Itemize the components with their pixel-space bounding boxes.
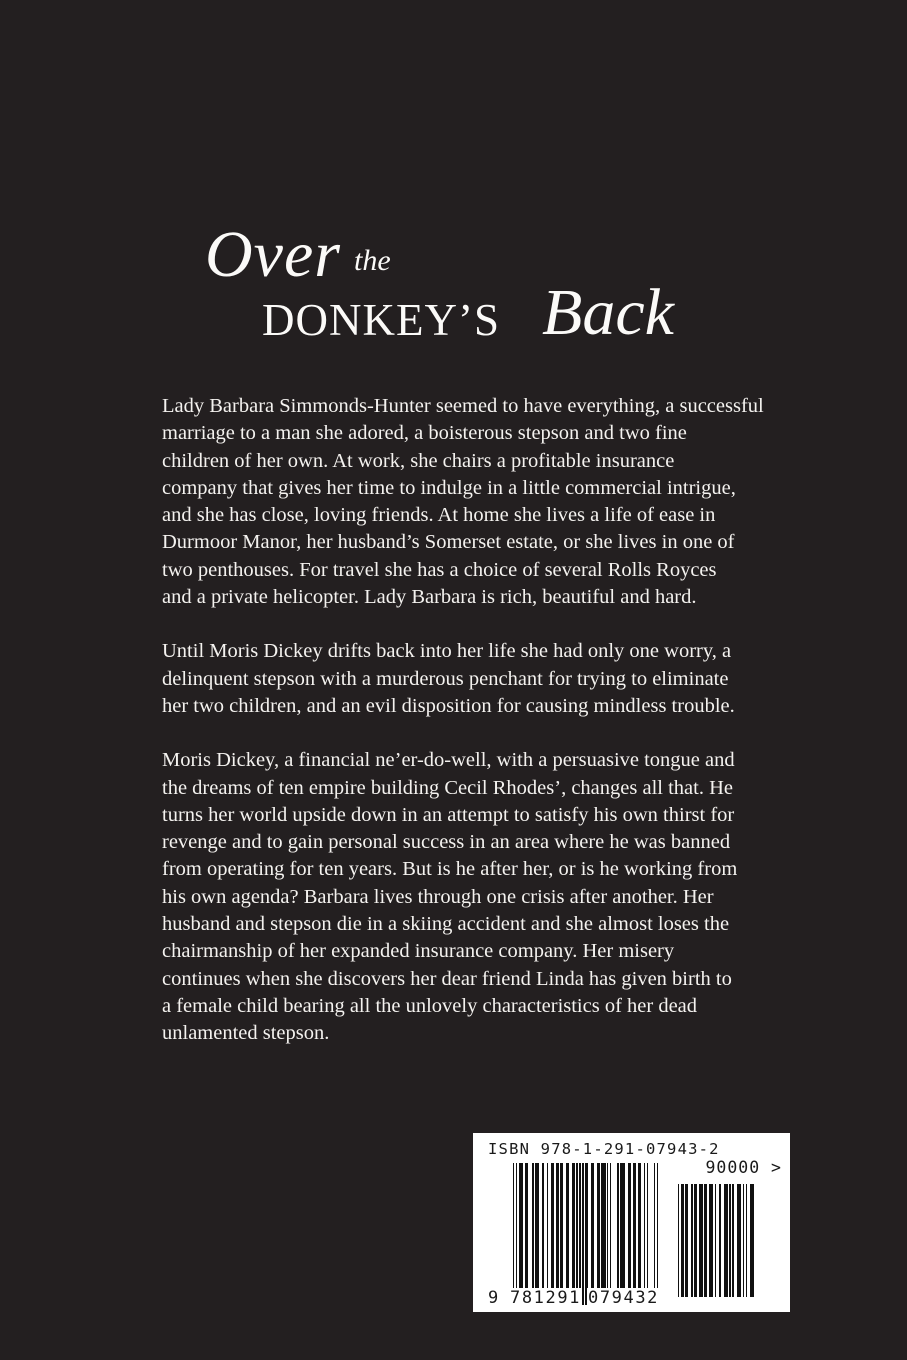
- title-back: Back: [542, 276, 674, 349]
- blurb-paragraph-3: [162, 747, 802, 1047]
- blurb-paragraph-2: [162, 638, 802, 720]
- isbn-label: ISBN 978-1-291-07943-2: [488, 1140, 720, 1158]
- barcode-addon-bars: [678, 1184, 754, 1297]
- blurb-line: Moris Dickey, a financial ne’er-do-well, with a persuasive tongue and: [162, 749, 735, 772]
- blurb-line: the dreams of ten empire building Cecil Rhodes’, changes all that. He: [162, 776, 733, 799]
- barcode-digits-right: 079432: [588, 1288, 660, 1308]
- isbn-barcode: [473, 1133, 790, 1312]
- blurb-line: unlamented stepson.: [162, 1022, 330, 1045]
- barcode-main-bars: [513, 1163, 658, 1305]
- blurb-line: Durmoor Manor, her husband’s Somerset estate, or she lives in one of: [162, 531, 735, 554]
- blurb-line: delinquent stepson with a murderous penchant for trying to eliminate: [162, 667, 729, 690]
- blurb-paragraph-1: [162, 393, 802, 611]
- blurb-line: two penthouses. For travel she has a choice of several Rolls Royces: [162, 558, 717, 581]
- book-title: [0, 0, 907, 380]
- blurb-line: and a private helicopter. Lady Barbara is rich, beautiful and hard.: [162, 586, 697, 609]
- blurb-line: revenge and to gain personal success in an area where he was banned: [162, 831, 731, 854]
- barcode-digit-first: 9: [488, 1288, 499, 1308]
- blurb-line: continues when she discovers her dear friend Linda has given birth to: [162, 967, 732, 990]
- blurb-line: Until Moris Dickey drifts back into her life she had only one worry, a: [162, 640, 732, 663]
- blurb-line: from operating for ten years. But is he after her, or is he working from: [162, 858, 738, 881]
- title-over: Over: [205, 218, 341, 291]
- blurb-line: husband and stepson die in a skiing accident and she almost loses the: [162, 913, 730, 936]
- blurb-line: turns her world upside down in an attempt to satisfy his own thirst for: [162, 803, 735, 826]
- blurb-line: children of her own. At work, she chairs a profitable insurance: [162, 449, 675, 472]
- blurb-line: company that gives her time to indulge in a little commercial intrigue,: [162, 476, 736, 499]
- back-cover-blurb: [162, 393, 802, 1075]
- blurb-line: Lady Barbara Simmonds-Hunter seemed to have everything, a successful: [162, 395, 764, 417]
- title-the: the: [354, 244, 391, 277]
- blurb-line: chairmanship of her expanded insurance company. Her misery: [162, 940, 675, 963]
- blurb-line: and she has close, loving friends. At home she lives a life of ease in: [162, 504, 716, 527]
- title-donkeys: DONKEY’S: [262, 295, 500, 345]
- blurb-line: a female child bearing all the unlovely characteristics of her dead: [162, 994, 698, 1017]
- blurb-line: marriage to a man she adored, a boisterous stepson and two fine: [162, 422, 687, 445]
- blurb-line: her two children, and an evil disposition for causing mindless trouble.: [162, 694, 735, 717]
- barcode-digits-left: 781291: [510, 1288, 582, 1308]
- blurb-line: his own agenda? Barbara lives through one crisis after another. Her: [162, 885, 714, 908]
- price-code: 90000 >: [705, 1158, 782, 1177]
